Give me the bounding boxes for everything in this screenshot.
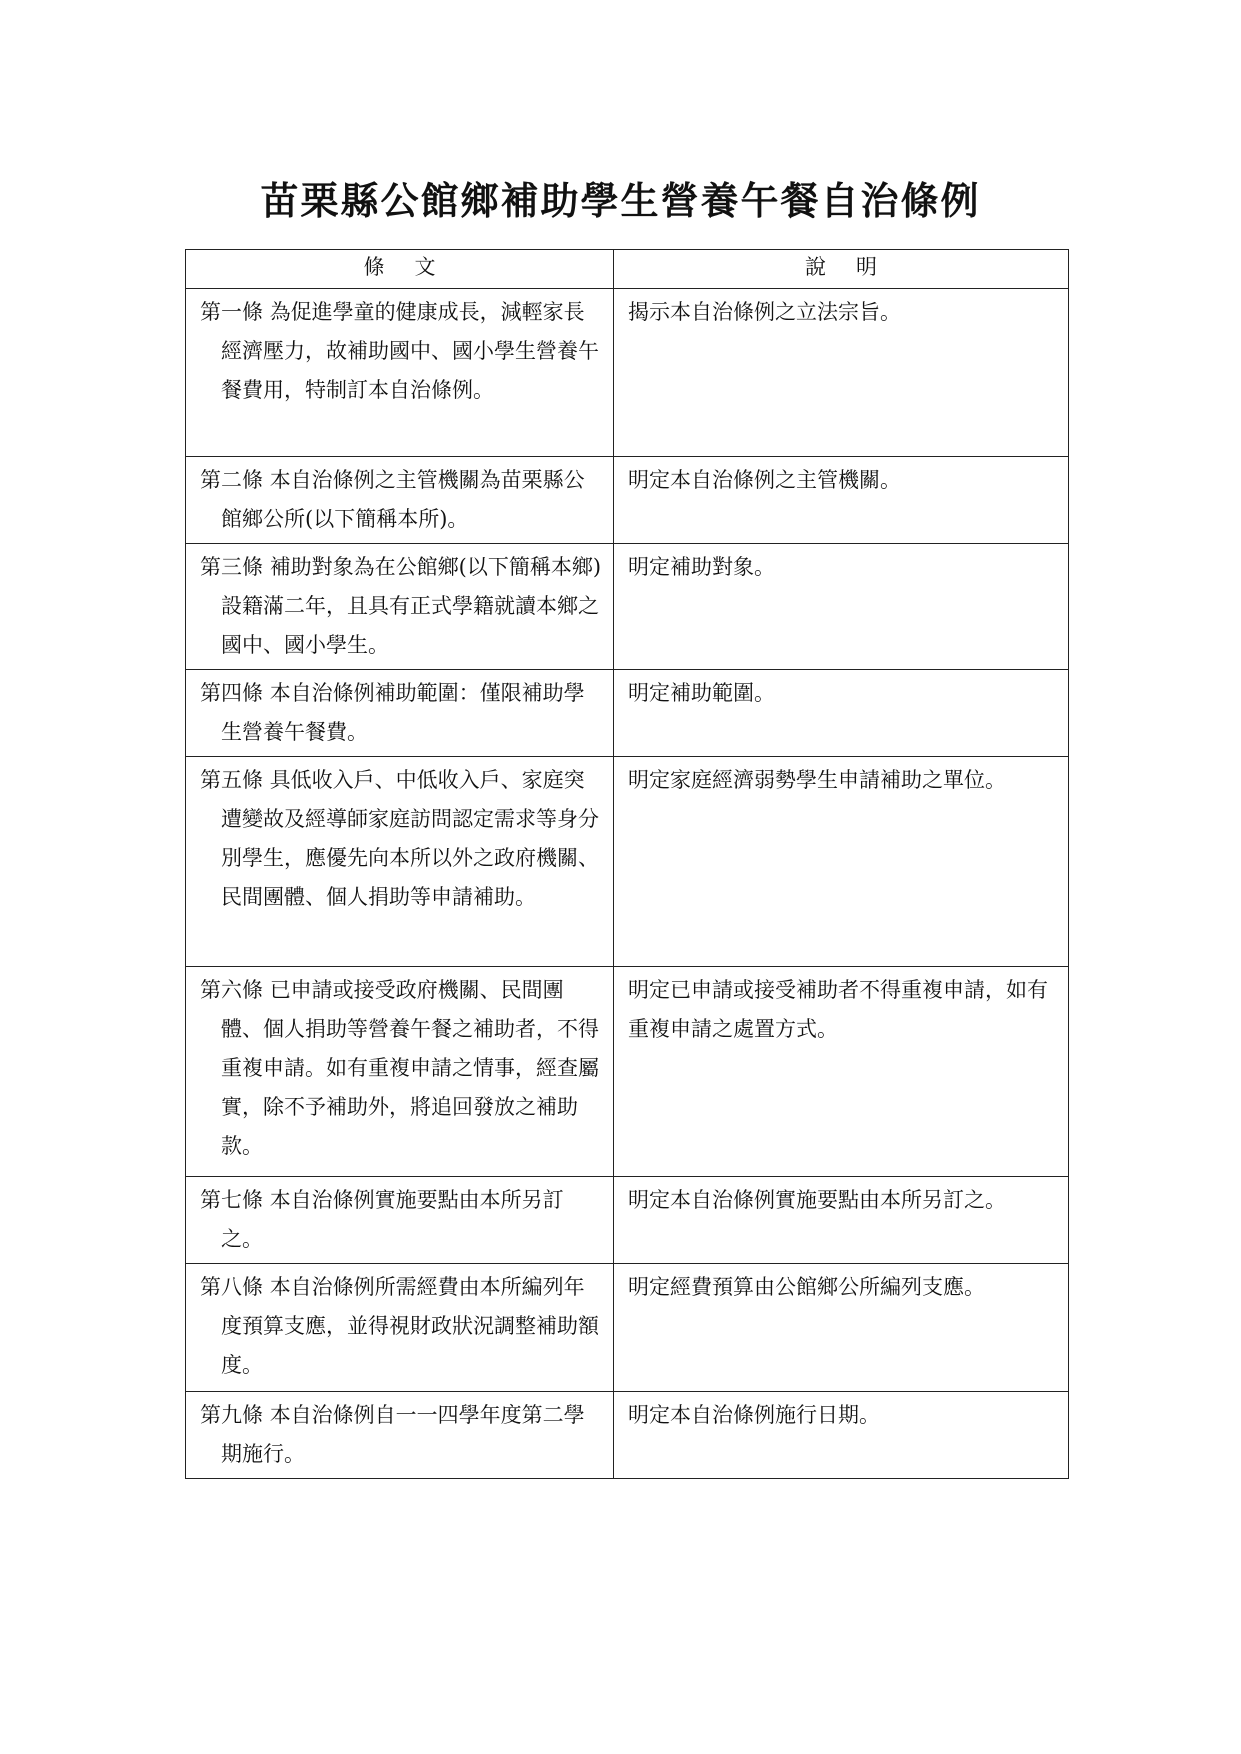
article-number: 第八條	[200, 1275, 263, 1299]
table-row	[186, 757, 1069, 967]
table-row	[186, 670, 1069, 757]
table-row	[186, 1264, 1069, 1392]
article-number: 第五條	[200, 768, 263, 792]
article-cell	[186, 757, 614, 967]
article-number: 第九條	[200, 1403, 263, 1427]
note-cell: 明定補助對象。	[614, 544, 1069, 670]
note-cell: 明定本自治條例施行日期。	[614, 1392, 1069, 1479]
table-row	[186, 289, 1069, 457]
article-cell	[186, 457, 614, 544]
article-number: 第七條	[200, 1188, 263, 1212]
note-cell: 明定已申請或接受補助者不得重複申請，如有重複申請之處置方式。	[614, 967, 1069, 1177]
article-text: 本自治條例所需經費由本所編列年度預算支應，並得視財政狀況調整補助額度。	[221, 1275, 599, 1377]
article-cell	[186, 1392, 614, 1479]
articles-table	[185, 249, 1069, 1479]
article-number: 第六條	[200, 978, 263, 1002]
article-cell	[186, 289, 614, 457]
article-cell	[186, 1264, 614, 1392]
article-cell	[186, 967, 614, 1177]
note-cell: 明定經費預算由公館鄉公所編列支應。	[614, 1264, 1069, 1392]
article-cell	[186, 1177, 614, 1264]
table-row	[186, 1392, 1069, 1479]
article-text: 本自治條例之主管機關為苗栗縣公館鄉公所(以下簡稱本所)。	[221, 468, 585, 531]
article-number: 第二條	[200, 468, 263, 492]
header-article: 條文	[186, 250, 614, 289]
article-text: 具低收入戶、中低收入戶、家庭突遭變故及經導師家庭訪問認定需求等身分別學生，應優先向本所以外之政府機關、民間團體、個人捐助等申請補助。	[221, 768, 599, 909]
article-text: 本自治條例實施要點由本所另訂之。	[221, 1188, 564, 1251]
article-text: 已申請或接受政府機關、民間團體、個人捐助等營養午餐之補助者，不得重複申請。如有重複申請之情事，經查屬實，除不予補助外，將追回發放之補助款。	[221, 978, 599, 1158]
article-number: 第三條	[200, 555, 263, 579]
note-cell: 明定本自治條例之主管機關。	[614, 457, 1069, 544]
note-cell: 明定補助範圍。	[614, 670, 1069, 757]
table-header-row	[186, 250, 1069, 289]
note-cell: 揭示本自治條例之立法宗旨。	[614, 289, 1069, 457]
article-text: 本自治條例自一一四學年度第二學期施行。	[221, 1403, 585, 1466]
article-cell	[186, 544, 614, 670]
article-text: 本自治條例補助範圍：僅限補助學生營養午餐費。	[221, 681, 585, 744]
article-text: 補助對象為在公館鄉(以下簡稱本鄉)設籍滿二年，且具有正式學籍就讀本鄉之國中、國小學生。	[221, 555, 602, 657]
table-row	[186, 457, 1069, 544]
article-number: 第四條	[200, 681, 263, 705]
table-row	[186, 1177, 1069, 1264]
note-cell: 明定本自治條例實施要點由本所另訂之。	[614, 1177, 1069, 1264]
note-cell: 明定家庭經濟弱勢學生申請補助之單位。	[614, 757, 1069, 967]
table-row	[186, 544, 1069, 670]
document-title: 苗栗縣公館鄉補助學生營養午餐自治條例	[260, 179, 981, 223]
article-cell	[186, 670, 614, 757]
table-row	[186, 967, 1069, 1177]
article-number: 第一條	[200, 300, 263, 324]
article-text: 為促進學童的健康成長，減輕家長經濟壓力，故補助國中、國小學生營養午餐費用，特制訂本自治條例。	[221, 300, 599, 402]
header-note: 說明	[614, 250, 1069, 289]
